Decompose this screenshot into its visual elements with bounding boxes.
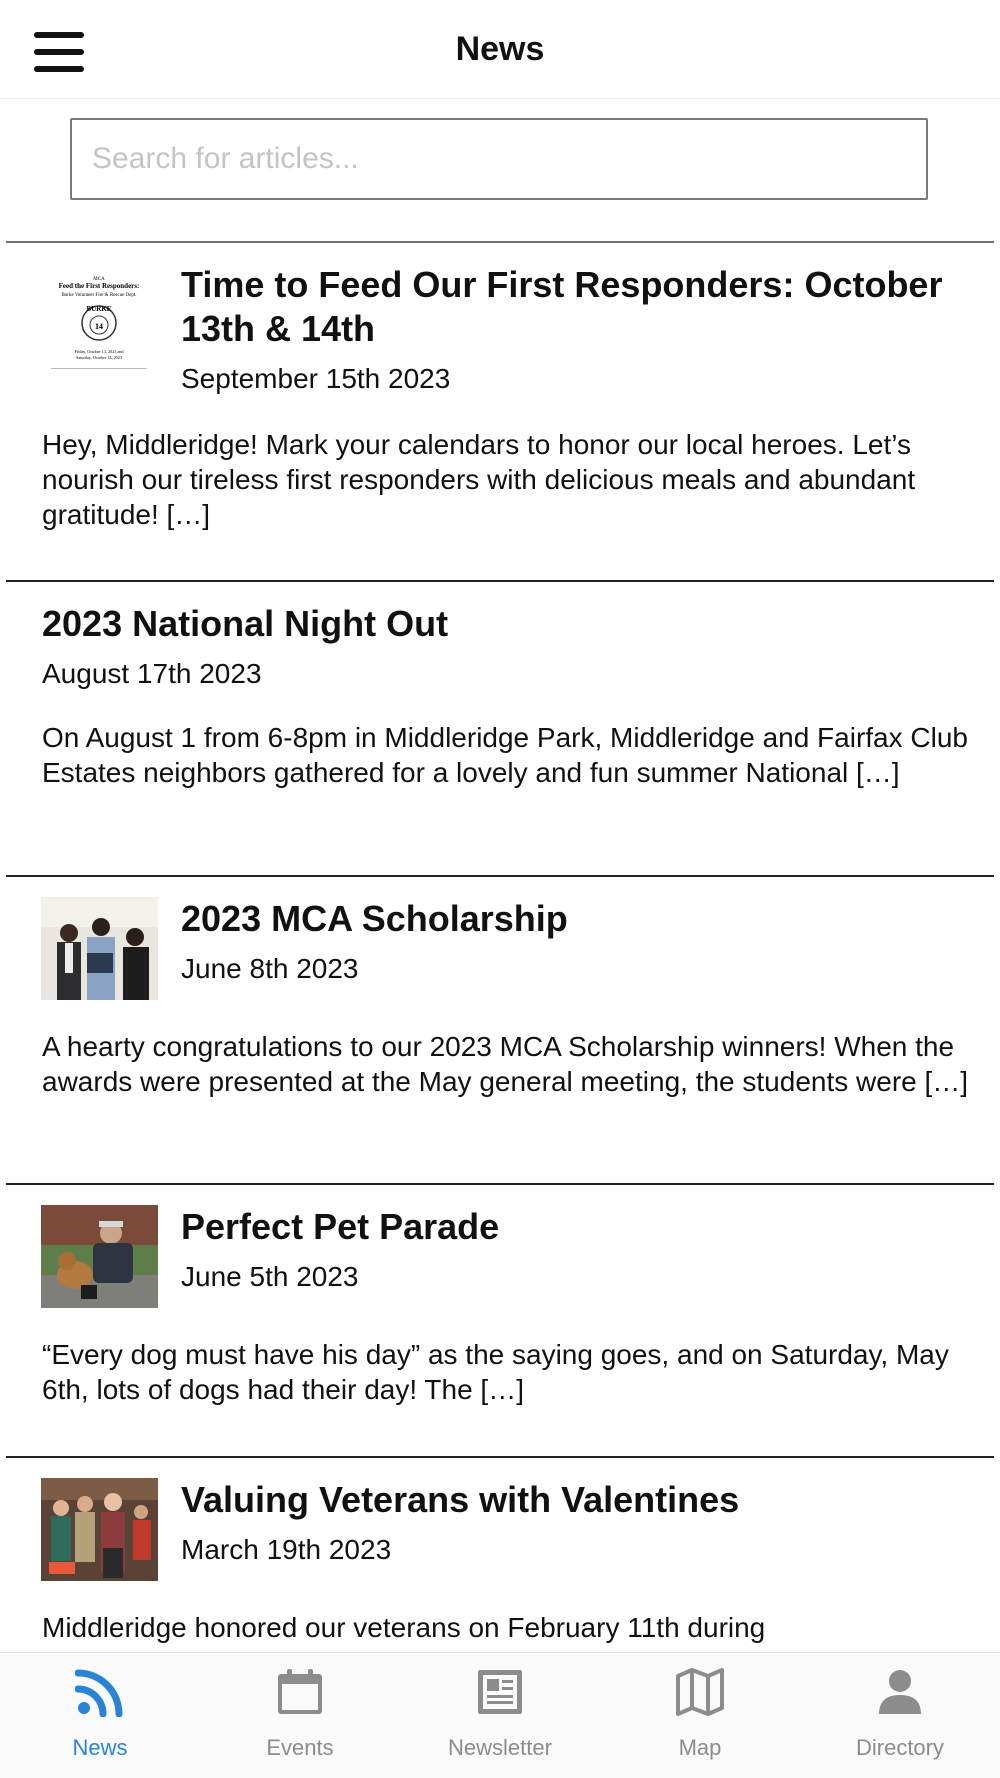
article-item[interactable] — [6, 582, 994, 877]
article-excerpt: Middleridge honored our veterans on February 11th during — [42, 1612, 766, 1643]
article-title[interactable]: Valuing Veterans with Valentines — [181, 1479, 740, 1520]
flyer-image — [41, 271, 158, 374]
article-title[interactable]: 2023 MCA Scholarship — [181, 898, 568, 939]
page-title: News — [455, 30, 545, 68]
article-list[interactable] — [6, 241, 994, 1654]
article-item[interactable] — [6, 1458, 994, 1654]
search-input[interactable] — [70, 118, 928, 200]
article-excerpt: A hearty congratulations to our 2023 MCA Scholarship winners! When the awards were presented at the May general meeting, the students were […] — [42, 1031, 969, 1097]
article-date: June 8th 2023 — [181, 953, 359, 984]
article-excerpt: “Every dog must have his day” as the saying goes, and on Saturday, May 6th, lots of dogs had their day! The […] — [42, 1339, 949, 1405]
tab-directory[interactable] — [800, 1653, 1000, 1778]
tab-map[interactable] — [600, 1653, 800, 1778]
article-date: June 5th 2023 — [181, 1261, 359, 1292]
article-title[interactable]: Perfect Pet Parade — [181, 1206, 500, 1247]
article-thumbnail — [41, 897, 158, 1000]
article-date: August 17th 2023 — [42, 658, 262, 689]
svg-text:14: 14 — [95, 322, 103, 331]
article-excerpt: Hey, Middleridge! Mark your calendars to honor our local heroes. Let’s nourish our tireless first responders with delicious meals and abundant gratitude! […] — [42, 429, 916, 530]
article-item[interactable] — [6, 243, 994, 582]
article-thumbnail — [41, 1478, 158, 1581]
tab-label: News — [72, 1735, 128, 1760]
tab-newsletter[interactable] — [400, 1653, 600, 1778]
article-item[interactable] — [6, 1185, 994, 1458]
article-thumbnail — [41, 1205, 158, 1308]
scholarship-photo — [41, 897, 158, 1000]
map-icon — [675, 1667, 725, 1717]
tab-label: Newsletter — [448, 1735, 552, 1760]
svg-text:Friday, October 13, 2023 and: Friday, October 13, 2023 and — [74, 349, 124, 354]
svg-text:BURKE: BURKE — [86, 305, 112, 313]
pet-parade-photo — [41, 1205, 158, 1308]
article-date: September 15th 2023 — [181, 363, 451, 394]
veterans-photo — [41, 1478, 158, 1581]
rss-feed-icon — [75, 1667, 125, 1717]
search-bar — [70, 118, 928, 200]
bottom-tab-bar — [0, 1652, 1000, 1778]
newspaper-icon — [475, 1667, 525, 1717]
article-title[interactable]: 2023 National Night Out — [42, 603, 449, 644]
tab-label: Map — [678, 1735, 722, 1760]
article-title[interactable]: Time to Feed Our First Responders: October 13th & 14th — [181, 264, 943, 349]
article-thumbnail — [41, 271, 158, 374]
tab-label: Events — [266, 1735, 334, 1760]
svg-text:Burke Volunteer Fire & Rescue: Burke Volunteer Fire & Rescue Dept. — [61, 293, 137, 298]
article-excerpt: On August 1 from 6-8pm in Middleridge Park, Middleridge and Fairfax Club Estates neighbors gathered for a lovely and fun summer National […] — [42, 722, 968, 788]
person-icon — [875, 1667, 925, 1717]
calendar-icon — [275, 1667, 325, 1717]
svg-text:Saturday, October 14, 2023: Saturday, October 14, 2023 — [76, 355, 122, 360]
article-date: March 19th 2023 — [181, 1534, 392, 1565]
svg-text:Feed the First Responders:: Feed the First Responders: — [58, 282, 140, 290]
article-item[interactable] — [6, 877, 994, 1185]
app-header — [0, 0, 1000, 99]
tab-label: Directory — [855, 1735, 944, 1760]
tab-events[interactable] — [200, 1653, 400, 1778]
tab-news[interactable] — [0, 1653, 200, 1778]
svg-text:MCA: MCA — [93, 277, 105, 282]
